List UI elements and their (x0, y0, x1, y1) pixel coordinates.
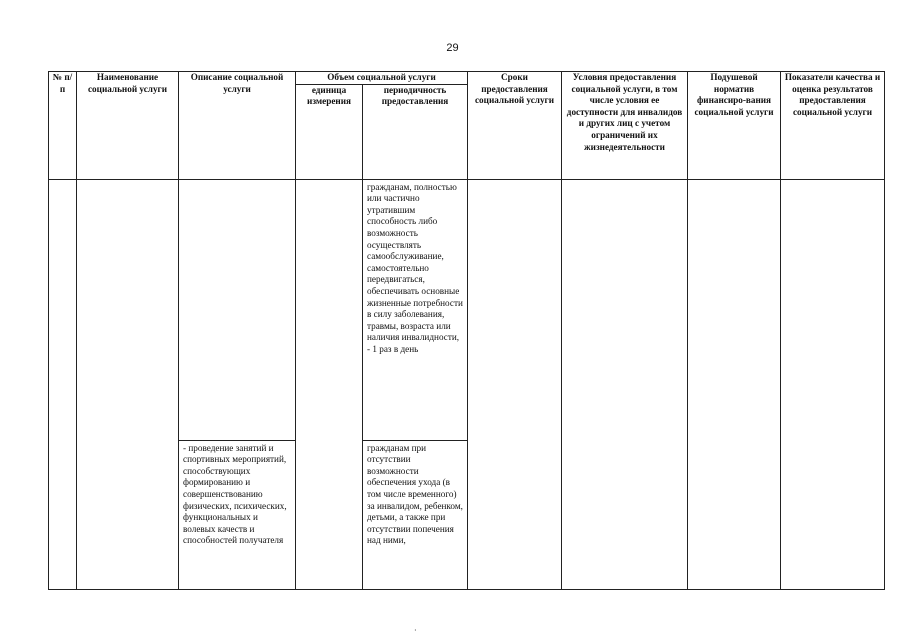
cell-periodicity: гражданам, полностью или частично утратившим способность либо возможность осуществлять самообслуживание, самостоятельно передвигаться, обеспечивать основные жизненные потребности в силу заболевания, травмы, возраста или наличия инвалидности, - 1 раз в день (363, 179, 468, 440)
cell-terms (468, 179, 562, 589)
header-name: Наименование социальной услуги (77, 72, 179, 180)
cell-num (49, 179, 77, 589)
header-standard: Подушевой норматив финансиро-вания социальной услуги (688, 72, 781, 180)
social-services-table (48, 71, 885, 590)
header-terms: Сроки предоставления социальной услуги (468, 72, 562, 180)
cell-standard (688, 179, 781, 589)
cell-conditions (562, 179, 688, 589)
cell-description: - проведение занятий и спортивных мероприятий, способствующих формированию и совершенствованию физических, психических, функциональных и волевых качеств и способностей получателя (179, 440, 296, 589)
cell-name (77, 179, 179, 589)
cell-unit (296, 179, 363, 589)
header-indicators: Показатели качества и оценка результатов предоставления социальной услуги (781, 72, 885, 180)
header-num: № п/п (49, 72, 77, 180)
scan-speck: · (414, 626, 417, 635)
header-periodicity: периодичность предоставления (363, 84, 468, 179)
header-conditions: Условия предоставления социальной услуги, в том числе условия ее доступности для инвалидов и других лиц с учетом ограничений их жизнедеятельности (562, 72, 688, 180)
cell-indicators (781, 179, 885, 589)
header-volume: Объем социальной услуги (296, 72, 468, 85)
header-unit: единица измерения (296, 84, 363, 179)
header-description: Описание социальной услуги (179, 72, 296, 180)
cell-description (179, 179, 296, 440)
cell-periodicity: гражданам при отсутствии возможности обеспечения ухода (в том числе временного) за инвалидом, ребенком, детьми, а также при отсутствии попечения над ними, (363, 440, 468, 589)
page-number: 29 (446, 42, 459, 54)
header-row (49, 72, 885, 85)
table-row (49, 179, 885, 440)
